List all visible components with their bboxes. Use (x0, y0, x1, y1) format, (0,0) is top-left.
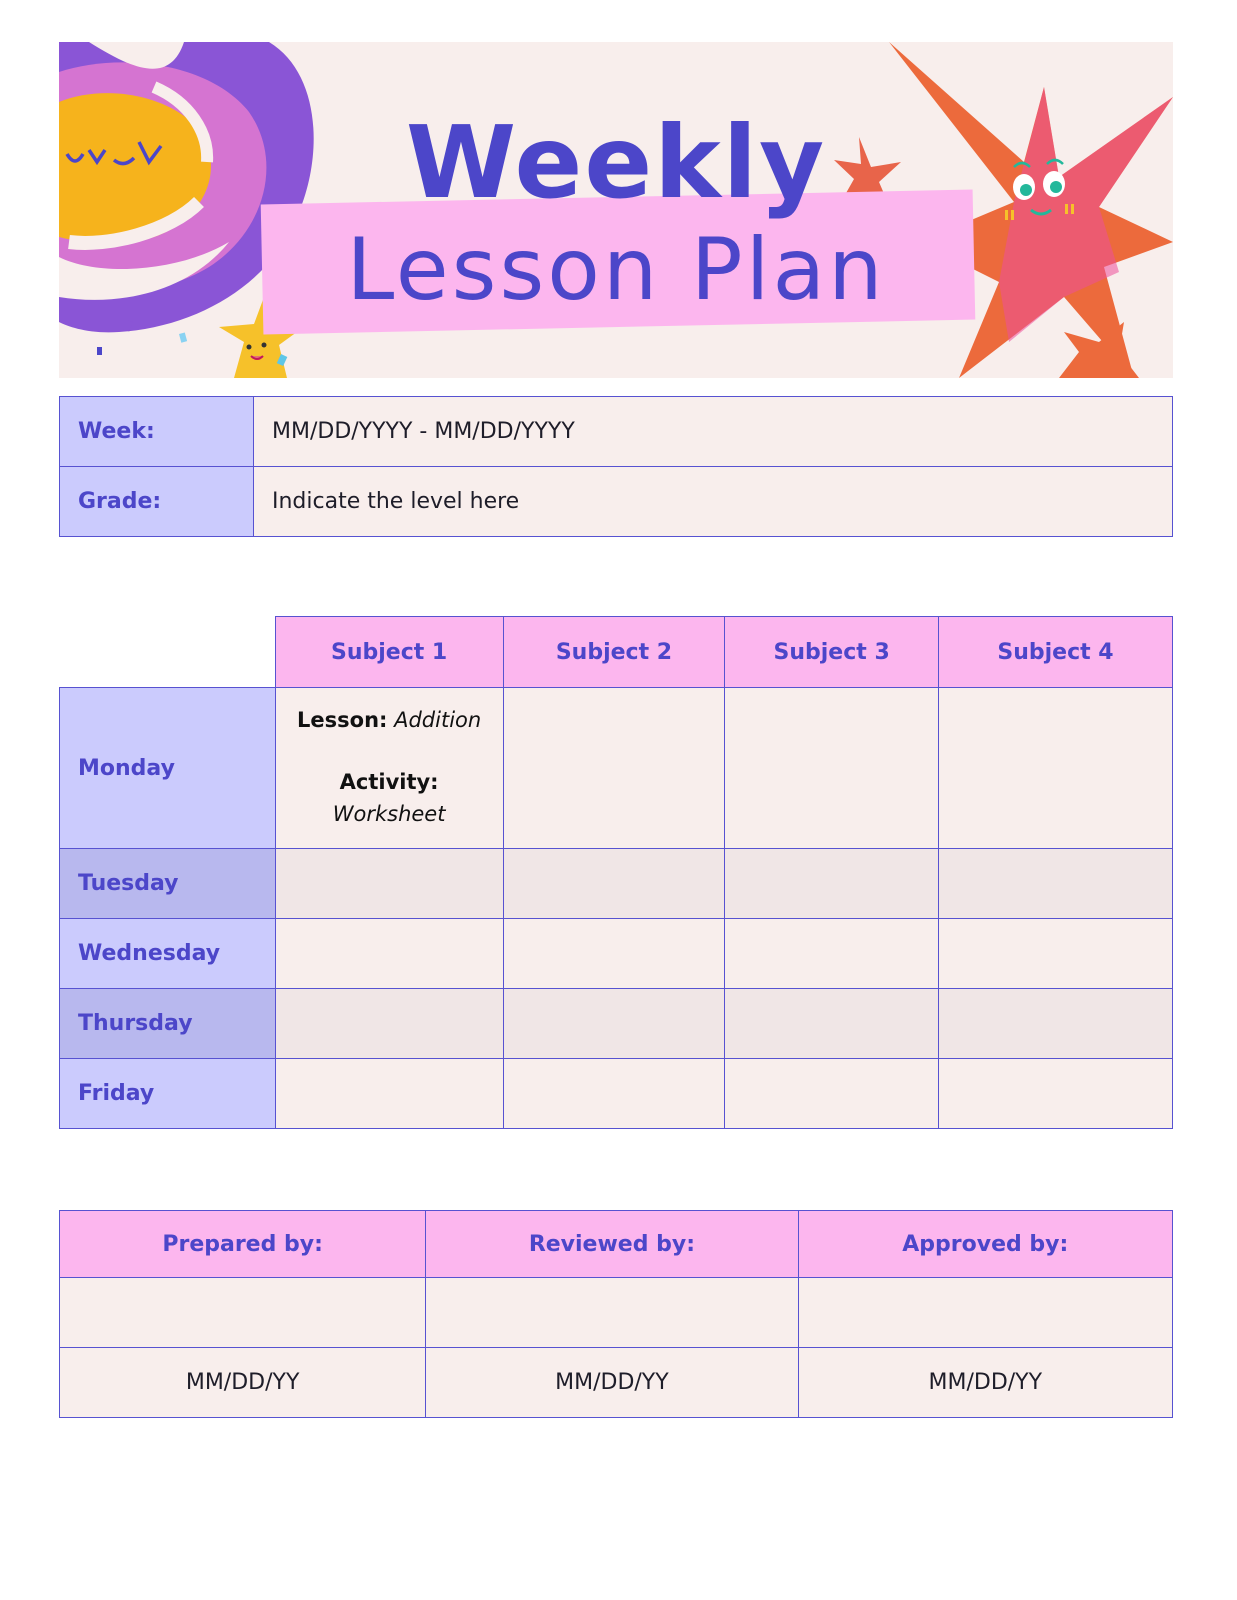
week-row (60, 397, 1173, 467)
title-weekly: Weekly (405, 104, 827, 221)
lesson-value: Addition (394, 708, 482, 732)
day-row-wednesday (60, 919, 1173, 989)
week-label: Week: (78, 419, 155, 444)
lesson-cell[interactable] (725, 1059, 939, 1129)
lesson-cell[interactable] (503, 1059, 725, 1129)
lesson-cell[interactable] (725, 688, 939, 849)
subject-header: Subject 2 (503, 617, 725, 688)
day-row-friday (60, 1059, 1173, 1129)
date-cell[interactable] (60, 1348, 426, 1418)
lesson-cell[interactable] (938, 989, 1172, 1059)
lesson-cell[interactable] (503, 688, 725, 849)
date-value: MM/DD/YY (555, 1370, 669, 1395)
date-cell[interactable] (798, 1348, 1172, 1418)
lesson-cell[interactable] (938, 688, 1172, 849)
day-label: Friday (60, 1059, 276, 1129)
day-row-tuesday (60, 849, 1173, 919)
corner-cell (60, 617, 276, 688)
date-value: MM/DD/YY (185, 1370, 300, 1395)
signoff-header: Reviewed by: (426, 1211, 798, 1278)
activity-label: Activity: (339, 770, 439, 794)
day-label: Monday (60, 688, 276, 849)
signature-cell[interactable] (798, 1278, 1172, 1348)
signoff-table (59, 1210, 1173, 1418)
lesson-cell[interactable] (725, 989, 939, 1059)
lesson-cell[interactable] (275, 688, 503, 849)
signoff-header-row (60, 1211, 1173, 1278)
lesson-cell[interactable] (275, 989, 503, 1059)
day-row-monday (60, 688, 1173, 849)
signoff-header: Approved by: (798, 1211, 1172, 1278)
schedule-table (59, 616, 1173, 1129)
signoff-header: Prepared by: (60, 1211, 426, 1278)
day-row-thursday (60, 989, 1173, 1059)
lesson-label: Lesson: (297, 708, 388, 732)
lesson-cell[interactable] (938, 849, 1172, 919)
day-label: Tuesday (60, 849, 276, 919)
week-value-cell[interactable] (254, 397, 1173, 467)
week-value: MM/DD/YYYY - MM/DD/YYYY (272, 419, 575, 444)
header-banner (59, 42, 1173, 378)
lesson-cell[interactable] (503, 919, 725, 989)
activity-value: Worksheet (332, 802, 446, 826)
lesson-cell[interactable] (725, 919, 939, 989)
signature-cell[interactable] (60, 1278, 426, 1348)
info-table (59, 396, 1173, 537)
day-label: Wednesday (60, 919, 276, 989)
lesson-cell[interactable] (503, 849, 725, 919)
lesson-cell[interactable] (275, 1059, 503, 1129)
subject-header: Subject 4 (938, 617, 1172, 688)
lesson-cell[interactable] (275, 919, 503, 989)
date-value: MM/DD/YY (928, 1370, 1043, 1395)
signature-cell[interactable] (426, 1278, 798, 1348)
lesson-cell[interactable] (503, 989, 725, 1059)
day-label: Thursday (60, 989, 276, 1059)
week-label-cell (60, 397, 254, 467)
grade-label-cell (60, 467, 254, 537)
date-cell[interactable] (426, 1348, 798, 1418)
date-row (60, 1348, 1173, 1418)
title-lesson-plan: Lesson Plan (346, 220, 886, 320)
subject-header: Subject 1 (275, 617, 503, 688)
signature-row (60, 1278, 1173, 1348)
lesson-line (276, 708, 503, 732)
grade-label: Grade: (78, 489, 162, 514)
lesson-cell[interactable] (938, 1059, 1172, 1129)
lesson-cell[interactable] (938, 919, 1172, 989)
grade-value-cell[interactable] (254, 467, 1173, 537)
lesson-cell[interactable] (275, 849, 503, 919)
subject-header-row (60, 617, 1173, 688)
subject-header: Subject 3 (725, 617, 939, 688)
grade-value: Indicate the level here (272, 489, 520, 514)
grade-row (60, 467, 1173, 537)
lesson-cell[interactable] (725, 849, 939, 919)
